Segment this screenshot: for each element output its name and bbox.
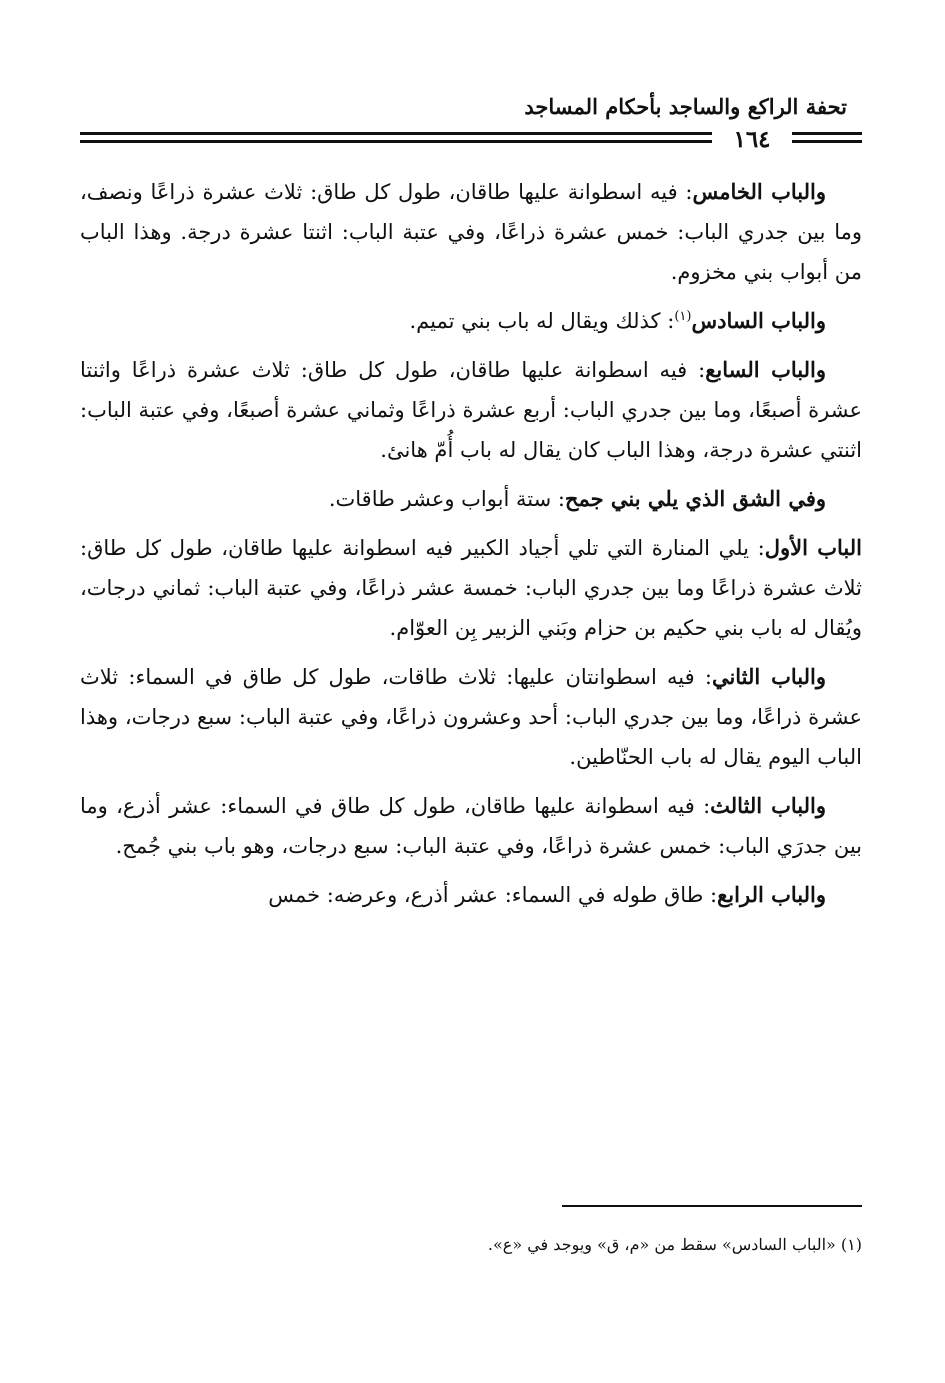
paragraph-third-gate bbox=[80, 786, 862, 866]
paragraph-text: : ستة أبواب وعشر طاقات. bbox=[328, 487, 565, 511]
footnote-separator bbox=[562, 1205, 862, 1207]
paragraph-text: : فيه اسطوانة عليها طاقان، طول كل طاق: ثلاث عشرة ذراعًا ونصف، وما بين جدري الباب: خمس عشرة ذراعًا، وفي عتبة الباب: اثنتا عشرة درجة. وهذا الباب من أبواب بني مخزوم. bbox=[80, 180, 862, 284]
paragraph-heading: والباب الخامس bbox=[692, 179, 826, 204]
paragraph-text: : طاق طوله في السماء: عشر أذرع، وعرضه: خمس bbox=[268, 883, 718, 907]
main-text bbox=[80, 172, 862, 924]
paragraph-heading: والباب الثاني bbox=[711, 664, 826, 689]
paragraph-heading: والباب الرابع bbox=[717, 882, 826, 907]
paragraph-second-gate bbox=[80, 657, 862, 777]
footnote: (١) «الباب السادس» سقط من «م، ق» ويوجد في «ع». bbox=[487, 1235, 862, 1254]
paragraph-fifth-gate bbox=[80, 172, 862, 292]
paragraph-text: : فيه اسطوانة عليها طاقان، طول كل طاق في السماء: عشر أذرع، وما بين جدرَي الباب: خمس عشرة ذراعًا، وفي عتبة الباب: سبع درجات، وهو باب بني جُمح. bbox=[80, 794, 862, 858]
paragraph-first-gate bbox=[80, 528, 862, 648]
running-title: تحفة الراكع والساجد بأحكام المساجد bbox=[524, 94, 847, 119]
paragraph-text: : يلي المنارة التي تلي أجياد الكبير فيه اسطوانة عليها طاقان، طول كل طاق: ثلاث عشرة ذراعًا وما بين جدري الباب: خمسة عشر ذراعًا، وفي عتبة الباب: ثماني درجات، ويُقال له باب بني حكيم بن حزام وبَني الزبير بِن العوّام. bbox=[80, 536, 862, 640]
paragraph-text: : فيه اسطوانتان عليها: ثلاث طاقات، طول كل طاق في السماء: ثلاث عشرة ذراعًا، وما بين جدري الباب: أحد وعشرون ذراعًا، وفي عتبة الباب: سبع درجات، وهذا الباب اليوم يقال له باب الحنّاطين. bbox=[80, 665, 862, 769]
page-number: ١٦٤ bbox=[712, 122, 792, 158]
paragraph-text: : كذلك ويقال له باب بني تميم. bbox=[409, 309, 675, 333]
paragraph-heading: والباب الثالث bbox=[710, 793, 826, 818]
footnote-reference[interactable]: (١) bbox=[674, 309, 692, 324]
paragraph-heading: الباب الأول bbox=[764, 535, 862, 560]
paragraph-heading: والباب السادس bbox=[691, 308, 826, 333]
paragraph-seventh-gate bbox=[80, 350, 862, 470]
paragraph-fourth-gate bbox=[80, 875, 862, 915]
paragraph-jumah-side bbox=[80, 479, 862, 519]
paragraph-heading: وفي الشق الذي يلي بني جمح bbox=[564, 486, 826, 511]
paragraph-heading: والباب السابع bbox=[705, 357, 827, 382]
paragraph-sixth-gate bbox=[80, 301, 862, 341]
paragraph-text: : فيه اسطوانة عليها طاقان، طول كل طاق: ثلاث عشرة ذراعًا واثنتا عشرة أصبعًا، وما بين جدري الباب: أربع عشرة ذراعًا وثماني عشرة أصبعًا، وفي عتبة الباب: اثنتي عشرة درجة، وهذا الباب كان يقال له باب أُمّ هانئ. bbox=[80, 358, 862, 462]
